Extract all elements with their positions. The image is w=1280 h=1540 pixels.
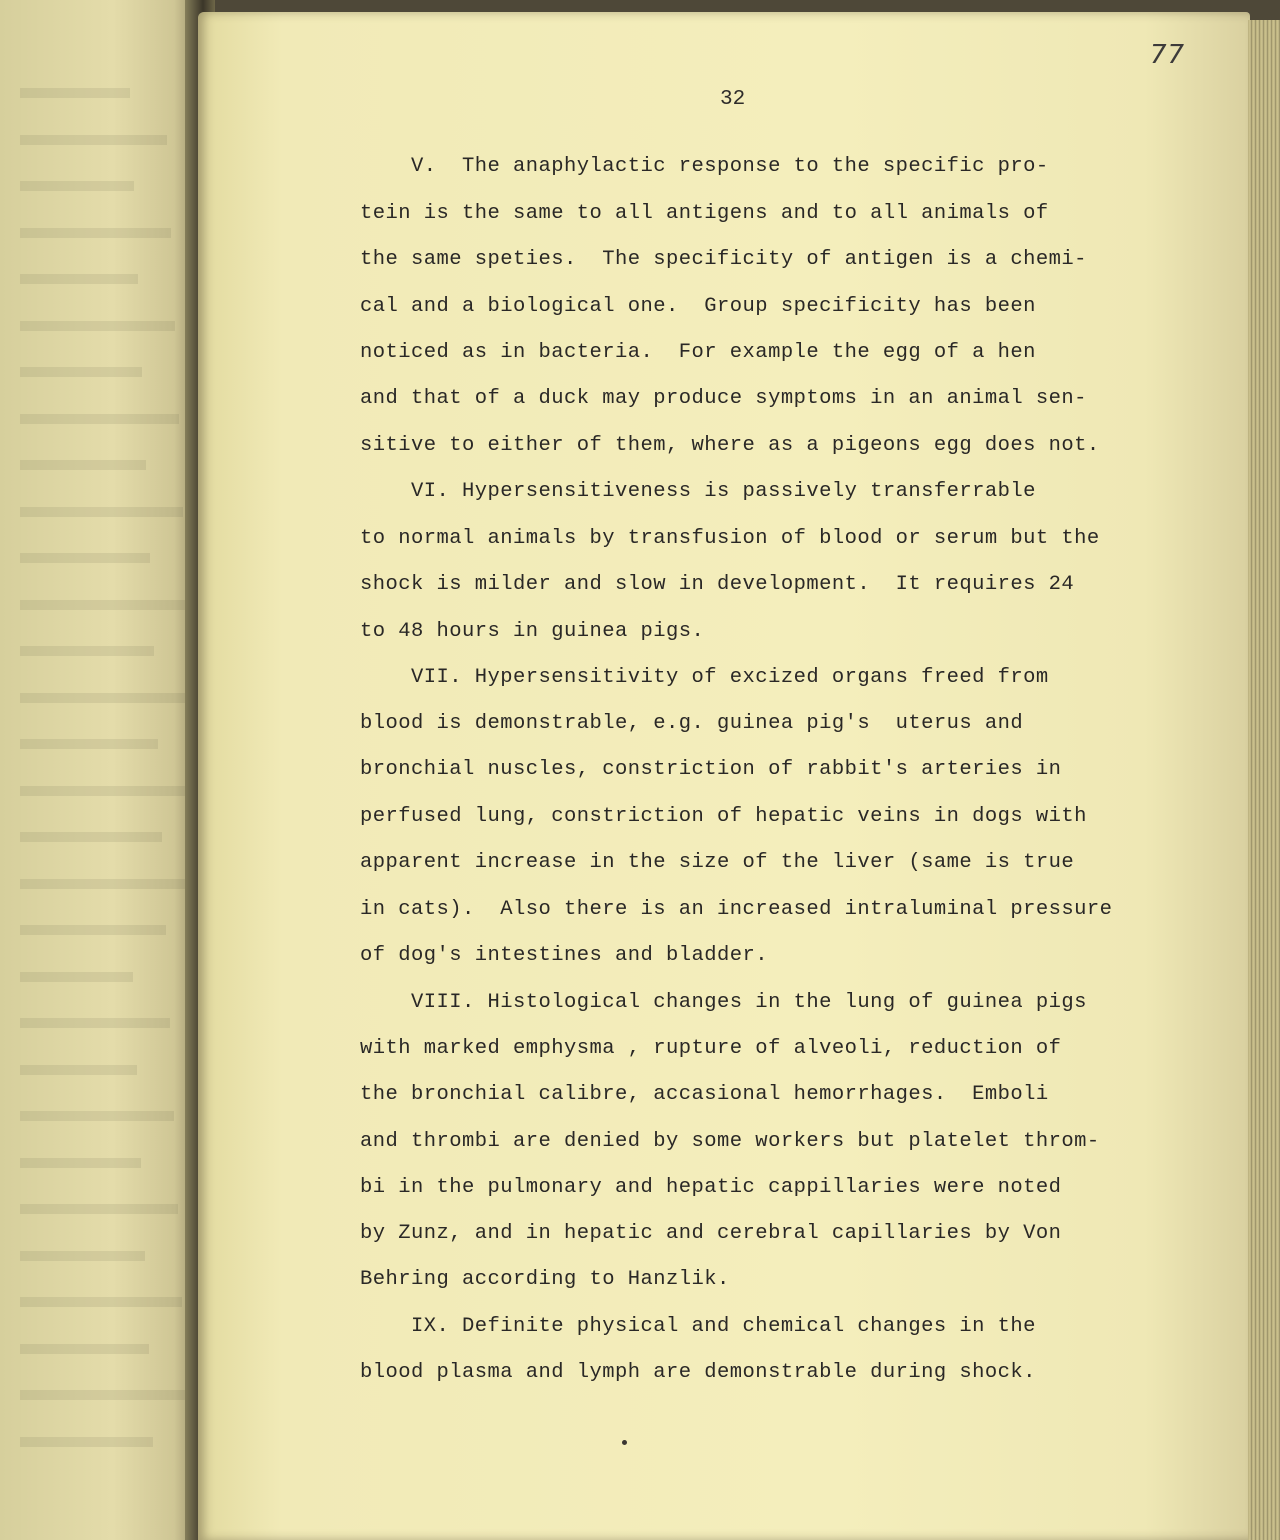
text-line: bi in the pulmonary and hepatic cappillaries were noted: [360, 1176, 1062, 1199]
text-line: noticed as in bacteria. For example the egg of a hen: [360, 341, 1036, 364]
text-line: VIII. Histological changes in the lung of guinea pigs: [360, 991, 1087, 1014]
bleed-through-stroke: [20, 1018, 170, 1028]
bleed-through-stroke: [20, 786, 195, 796]
text-line: and thrombi are denied by some workers but platelet throm-: [360, 1130, 1100, 1153]
text-line: sitive to either of them, where as a pigeons egg does not.: [360, 434, 1100, 457]
text-line: cal and a biological one. Group specificity has been: [360, 295, 1036, 318]
facing-page: [0, 0, 205, 1540]
text-line: Behring according to Hanzlik.: [360, 1268, 730, 1291]
folio-number: 77: [1150, 40, 1186, 70]
bleed-through-stroke: [20, 321, 175, 331]
bleed-through-stroke: [20, 879, 199, 889]
bleed-through-stroke: [20, 1297, 182, 1307]
ink-dot: [622, 1440, 627, 1445]
bleed-through-stroke: [20, 181, 134, 191]
bleed-through-stroke: [20, 274, 138, 284]
text-line: the same speties. The specificity of antigen is a chemi-: [360, 248, 1087, 271]
bleed-through-stroke: [20, 1204, 178, 1214]
text-line: VII. Hypersensitivity of excized organs freed from: [360, 666, 1049, 689]
bleed-through-stroke: [20, 693, 191, 703]
bleed-through-stroke: [20, 925, 166, 935]
bleed-through-stroke: [20, 832, 162, 842]
text-line: the bronchial calibre, accasional hemorrhages. Emboli: [360, 1083, 1049, 1106]
text-line: perfused lung, constriction of hepatic veins in dogs with: [360, 805, 1087, 828]
text-line: by Zunz, and in hepatic and cerebral capillaries by Von: [360, 1222, 1062, 1245]
bleed-through-stroke: [20, 1158, 141, 1168]
text-line: blood plasma and lymph are demonstrable during shock.: [360, 1361, 1036, 1384]
bleed-through-stroke: [20, 460, 146, 470]
bleed-through-stroke: [20, 1390, 186, 1400]
text-line: tein is the same to all antigens and to all animals of: [360, 202, 1049, 225]
text-line: VI. Hypersensitiveness is passively transferrable: [360, 480, 1036, 503]
bleed-through-stroke: [20, 135, 167, 145]
text-line: shock is milder and slow in development. It requires 24: [360, 573, 1075, 596]
bleed-through-stroke: [20, 600, 187, 610]
bleed-through-stroke: [20, 1437, 153, 1447]
text-line: with marked emphysma , rupture of alveoli, reduction of: [360, 1037, 1062, 1060]
text-line: IX. Definite physical and chemical changes in the: [360, 1315, 1036, 1338]
bleed-through-stroke: [20, 414, 179, 424]
bleed-through-stroke: [20, 228, 171, 238]
text-line: of dog's intestines and bladder.: [360, 944, 769, 967]
bleed-through-stroke: [20, 553, 150, 563]
page-number: 32: [720, 88, 746, 111]
bleed-through-stroke: [20, 1111, 174, 1121]
bleed-through-stroke: [20, 1251, 145, 1261]
bleed-through-stroke: [20, 972, 133, 982]
text-line: apparent increase in the size of the liver (same is true: [360, 851, 1075, 874]
text-line: to 48 hours in guinea pigs.: [360, 620, 705, 643]
bleed-through-stroke: [20, 507, 183, 517]
text-line: to normal animals by transfusion of blood or serum but the: [360, 527, 1100, 550]
bleed-through-stroke: [20, 739, 158, 749]
page-edges: [1248, 20, 1280, 1540]
text-line: and that of a duck may produce symptoms in an animal sen-: [360, 387, 1087, 410]
facing-page-bleed-through: [0, 0, 200, 1540]
bleed-through-stroke: [20, 1065, 137, 1075]
bleed-through-stroke: [20, 646, 154, 656]
bleed-through-stroke: [20, 1344, 149, 1354]
bleed-through-stroke: [20, 88, 130, 98]
text-line: bronchial nuscles, constriction of rabbit's arteries in: [360, 758, 1062, 781]
bleed-through-stroke: [20, 367, 142, 377]
text-line: in cats). Also there is an increased intraluminal pressure: [360, 898, 1113, 921]
text-line: blood is demonstrable, e.g. guinea pig's uterus and: [360, 712, 1024, 735]
text-line: V. The anaphylactic response to the specific pro-: [360, 155, 1049, 178]
